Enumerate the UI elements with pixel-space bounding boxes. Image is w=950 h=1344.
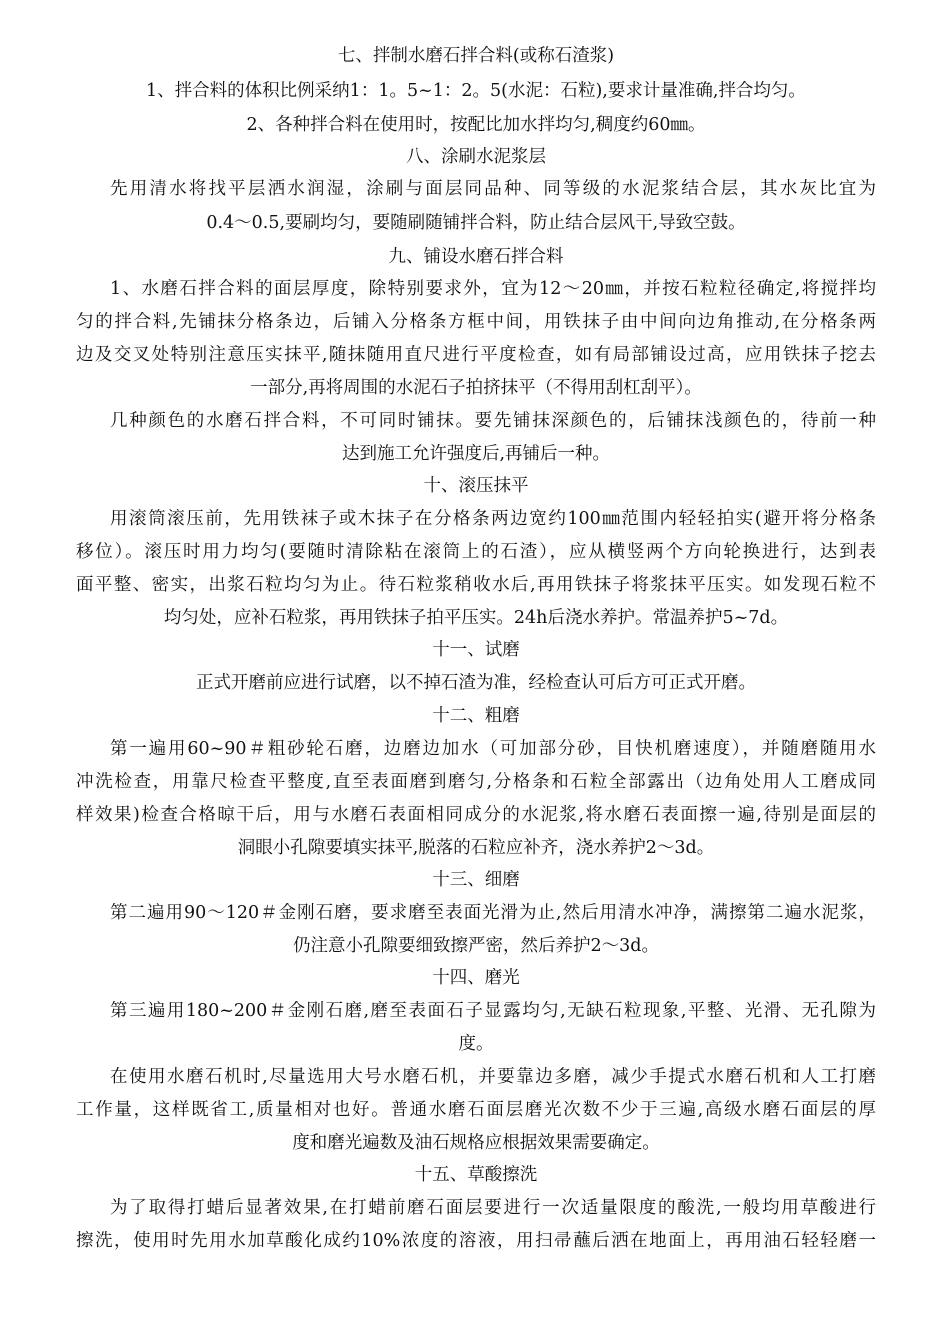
paragraph-line: 均匀处，应补石粒浆，再用铁抹子拍平压实。24h后浇水养护。常温养护5~7d。 <box>163 608 789 628</box>
heading-section-12: 十二、粗磨 <box>432 706 520 726</box>
paragraph-line: 第二遍用90～120＃金刚石磨，要求磨至表面光滑为止,然后用清水冲净，满擦第二遍水泥浆， <box>110 903 876 923</box>
paragraph-line: 在使用水磨石机时,尽量选用大号水磨石机，并要靠边多磨，减少手提式水磨石机和人工打磨 <box>110 1067 876 1087</box>
paragraph-line: 正式开磨前应进行试磨，以不掉石渣为准，经检查认可后方可正式开磨。 <box>196 673 756 693</box>
heading-section-13: 十三、细磨 <box>432 870 520 890</box>
paragraph-line: 几种颜色的水磨石拌合料，不可同时铺抹。要先铺抹深颜色的，后铺抹浅颜色的，待前一种 <box>110 411 876 431</box>
paragraph-line: 移位）。滚压时用力均匀(要随时清除粘在滚筒上的石渣），应从横竖两个方向轮换进行，达到表 <box>76 542 876 562</box>
paragraph-line: 第三遍用180~200＃金刚石磨,磨至表面石子显露均匀,无缺石粒现象,平整、光滑、无孔隙为 <box>110 1001 876 1021</box>
paragraph-line: 达到施工允许强度后,再铺后一种。 <box>341 444 611 464</box>
paragraph-line: 一部分,再将周围的水泥石子拍挤抹平（不得用刮杠刮平）。 <box>250 378 702 398</box>
paragraph-line: 仍注意小孔隙要细致擦严密，然后养护2～3d。 <box>293 936 659 956</box>
heading-section-10: 十、滚压抹平 <box>423 476 529 496</box>
paragraph-line: 1、水磨石拌合料的面层厚度，除特别要求外，宜为12～20㎜，并按石粒粒径确定,将搅拌均 <box>110 279 876 299</box>
paragraph-line: 1、拌合料的体积比例采纳1：1。5~1：2。5(水泥：石粒),要求计量准确,拌合均匀。 <box>146 81 806 101</box>
paragraph-line: 用滚筒滚压前，先用铁袜子或木抹子在分格条两边宽约100㎜范围内轻轻拍实(避开将分格条 <box>110 509 876 529</box>
paragraph-line: 度。 <box>458 1034 494 1054</box>
paragraph-line: 洞眼小孔隙要填实抹平,脱落的石粒应补齐，浇水养护2～3d。 <box>237 838 715 858</box>
paragraph-line: 第一遍用60~90＃粗砂轮石磨，边磨边加水（可加部分砂，目快机磨速度），并随磨随用水 <box>110 739 876 759</box>
paragraph-line: 工作量，这样既省工,质量相对也好。普通水磨石面层磨光次数不少于三遍,高级水磨石面层的厚 <box>76 1100 876 1120</box>
paragraph-line: 0.4～0.5,要刷均匀，要随刷随铺拌合料，防止结合层风干,导致空鼓。 <box>206 213 746 233</box>
heading-section-15: 十五、草酸擦洗 <box>414 1165 538 1185</box>
heading-section-9: 九、铺设水磨石拌合料 <box>388 247 564 267</box>
paragraph-line: 擦洗，使用时先用水加草酸化成约10%浓度的溶液，用扫帚蘸后洒在地面上，再用油石轻轻磨一 <box>76 1231 876 1251</box>
heading-section-7: 七、拌制水磨石拌合料(或称石渣浆) <box>337 46 615 66</box>
paragraph-line: 冲洗检查，用靠尺检查平整度,直至表面磨到磨匀,分格条和石粒全部露出（边角处用人工磨成同 <box>76 772 876 792</box>
heading-section-14: 十四、磨光 <box>432 968 520 988</box>
paragraph-line: 面平整、密实，出浆石粒均匀为止。待石粒浆稍收水后,再用铁抹子将浆抹平压实。如发现石粒不 <box>76 575 876 595</box>
heading-section-8: 八、涂刷水泥浆层 <box>406 147 546 167</box>
heading-section-11: 十一、试磨 <box>432 640 520 660</box>
paragraph-line: 2、各种拌合料在使用时，按配比加水拌均匀,稠度约60㎜。 <box>246 115 706 135</box>
paragraph-line: 样效果)检查合格晾干后，用与水磨石表面相同成分的水泥浆,将水磨石表面擦一遍,待别是面层的 <box>76 805 876 825</box>
paragraph-line: 边及交叉处特别注意压实抹平,随抹随用直尺进行平度检查，如有局部铺设过高，应用铁抹子挖去 <box>76 345 876 365</box>
paragraph-line: 为了取得打蜡后显著效果,在打蜡前磨石面层要进行一次适量限度的酸洗,一般均用草酸进行 <box>110 1198 876 1218</box>
paragraph-line: 先用清水将找平层洒水润湿，涂刷与面层同品种、同等级的水泥浆结合层，其水灰比宜为 <box>110 179 876 199</box>
paragraph-line: 匀的拌合料,先铺抹分格条边，后铺入分格条方框中间，用铁抹子由中间向边角推动,在分格条两 <box>76 312 876 332</box>
paragraph-line: 度和磨光遍数及油石规格应根据效果需要确定。 <box>292 1133 660 1153</box>
